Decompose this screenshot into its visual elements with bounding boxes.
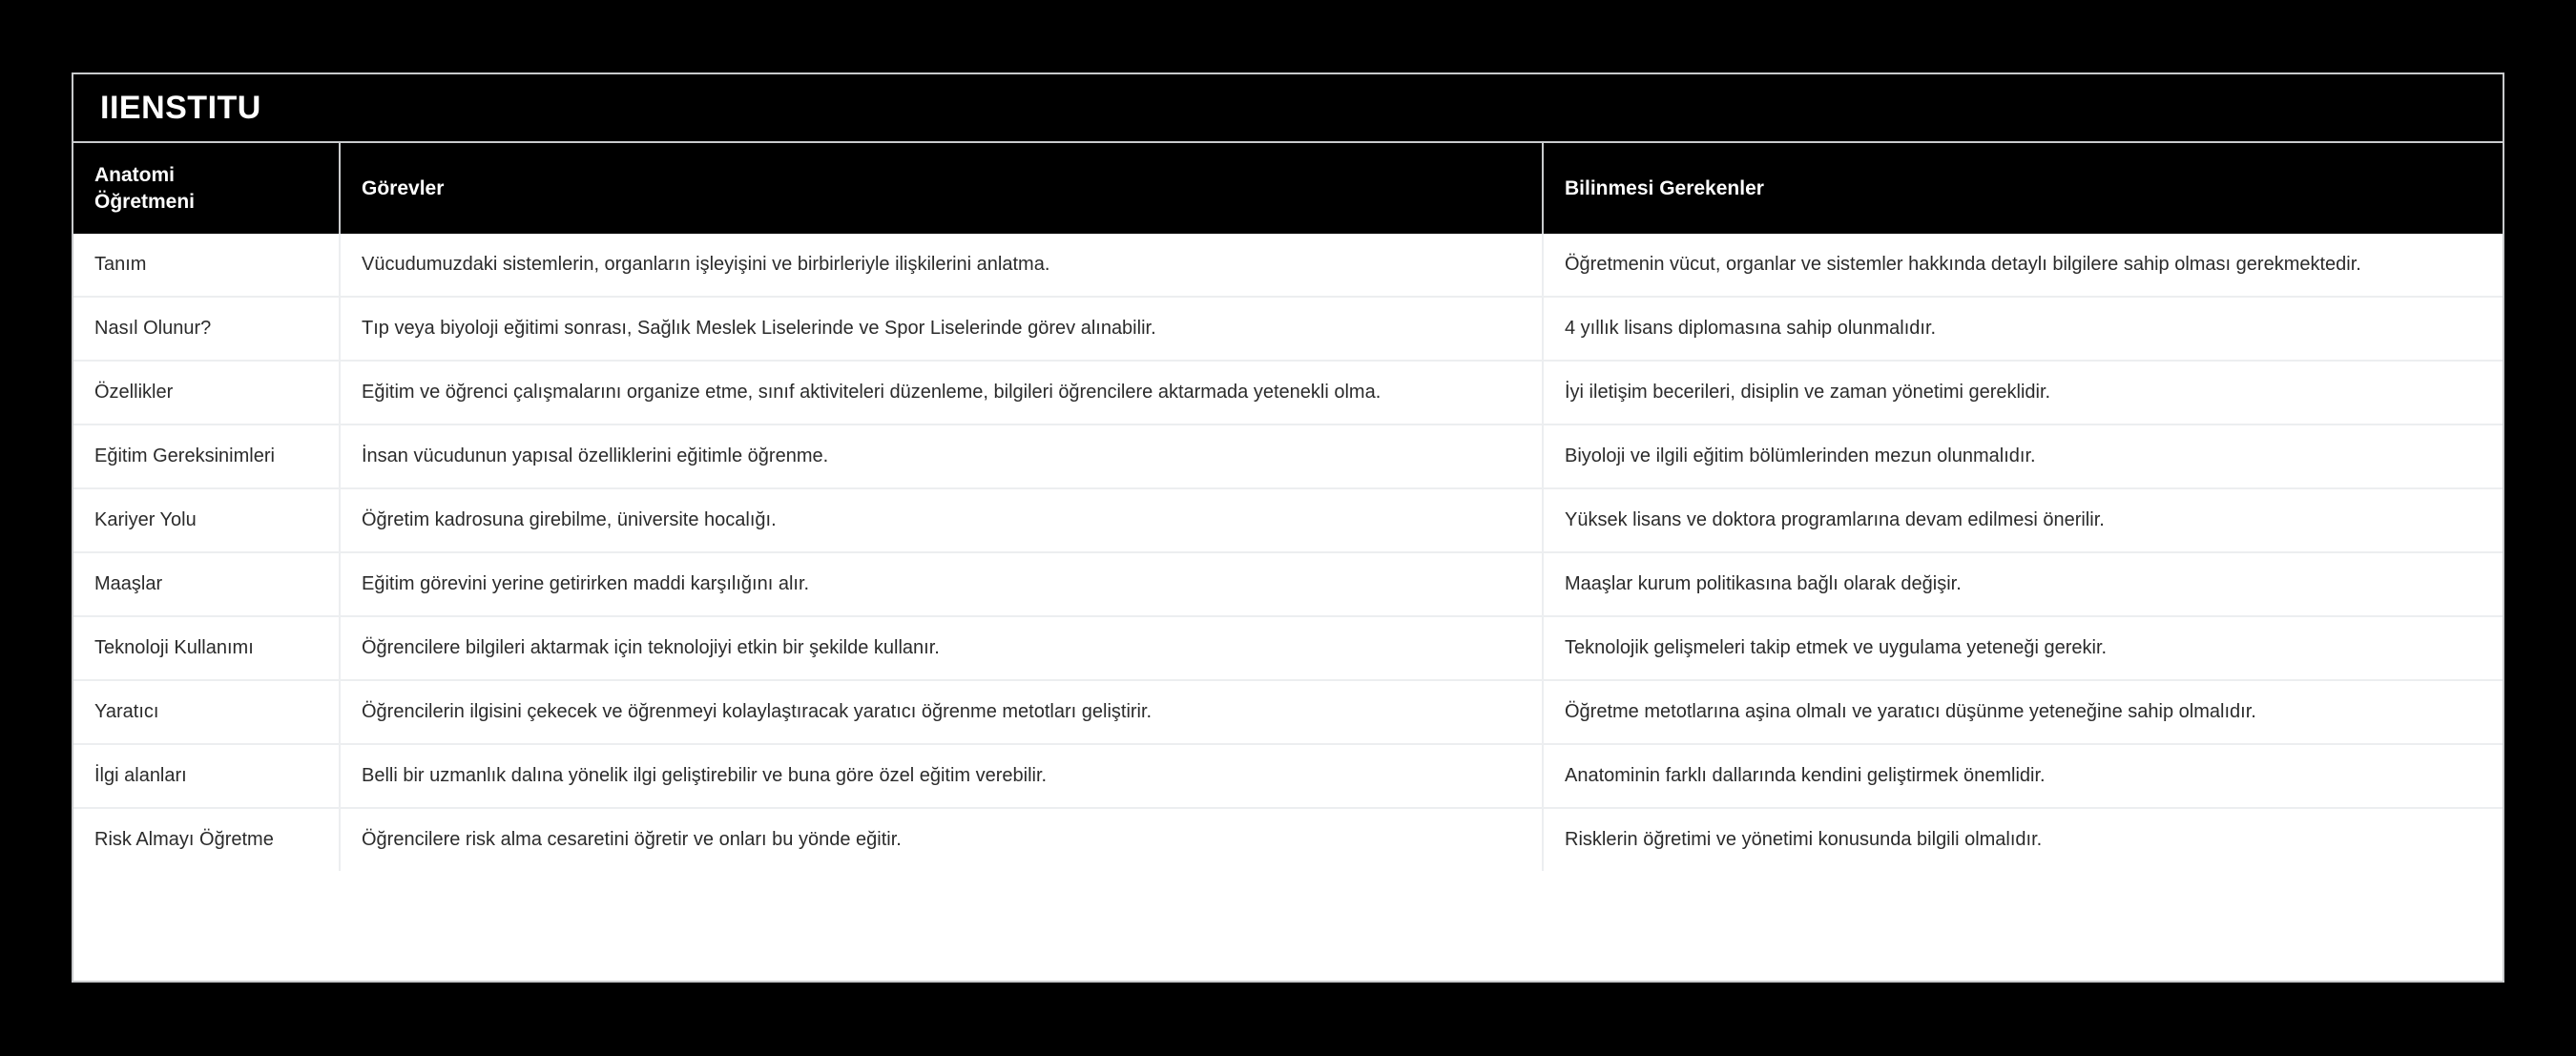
table-row (73, 297, 2503, 361)
row-requirement-cell: Risklerin öğretimi ve yönetimi konusunda bilgili olmalıdır. (1565, 829, 2043, 851)
row-label-cell: İlgi alanları (73, 744, 340, 808)
column-header-line: Görevler (362, 176, 445, 199)
brand-header-bar (73, 74, 2503, 143)
table-row (73, 808, 2503, 871)
row-label-cell: Kariyer Yolu (73, 488, 340, 552)
column-header-tasks (340, 143, 1543, 234)
row-task-cell: Öğrencilere risk alma cesaretini öğretir ve onları bu yönde eğitir. (340, 808, 1543, 871)
row-task-cell: Tıp veya biyoloji eğitimi sonrası, Sağlık Meslek Liselerinde ve Spor Liselerinde görev alınabilir. (340, 297, 1543, 361)
table-row (73, 361, 2503, 424)
row-task-cell: İnsan vücudunun yapısal özelliklerini eğitimle öğrenme. (340, 424, 1543, 488)
row-label-cell: Nasıl Olunur? (73, 297, 340, 361)
row-label-cell: Maaşlar (73, 552, 340, 616)
row-label-cell: Risk Almayı Öğretme (73, 808, 340, 871)
table-row (73, 616, 2503, 680)
table-row (73, 744, 2503, 808)
row-task-cell: Belli bir uzmanlık dalına yönelik ilgi geliştirebilir ve buna göre özel eğitim verebilir. (340, 744, 1543, 808)
row-requirement-cell: Biyoloji ve ilgili eğitim bölümlerinden mezun olunmalıdır. (1565, 445, 2036, 467)
brand-title: IIENSTITU (100, 90, 261, 126)
row-task-cell: Öğretim kadrosuna girebilme, üniversite hocalığı. (340, 488, 1543, 552)
row-requirement-cell: Öğretme metotlarına aşina olmalı ve yaratıcı düşünme yeteneğine sahip olmalıdır. (1565, 701, 2256, 723)
table-row (73, 234, 2503, 297)
column-header-line: Bilinmesi Gerekenler (1565, 176, 1764, 199)
column-header-line: Öğretmeni (94, 190, 196, 213)
row-requirement-cell: İyi iletişim becerileri, disiplin ve zaman yönetimi gereklidir. (1565, 382, 2051, 404)
row-requirement-cell: Teknolojik gelişmeleri takip etmek ve uygulama yeteneği gerekir. (1565, 637, 2108, 659)
table-row (73, 680, 2503, 744)
column-header-role (73, 143, 340, 234)
row-task-cell: Eğitim ve öğrenci çalışmalarını organize etme, sınıf aktiviteleri düzenleme, bilgileri öğrencilere aktarmada yetenekli olma. (340, 361, 1543, 424)
row-task-cell: Eğitim görevini yerine getirirken maddi karşılığını alır. (340, 552, 1543, 616)
infographic-table-frame (72, 72, 2504, 983)
table-row (73, 424, 2503, 488)
row-label-cell: Eğitim Gereksinimleri (73, 424, 340, 488)
row-requirement-cell: 4 yıllık lisans diplomasına sahip olunmalıdır. (1565, 318, 1937, 340)
row-requirement-cell: Anatominin farklı dallarında kendini geliştirmek önemlidir. (1565, 765, 2046, 787)
row-label-cell: Özellikler (73, 361, 340, 424)
row-task-cell: Vücudumuzdaki sistemlerin, organların işleyişini ve birbirleriyle ilişkilerini anlatma. (340, 234, 1543, 297)
comparison-table (73, 143, 2503, 871)
row-label-cell: Tanım (73, 234, 340, 297)
table-body (73, 234, 2503, 871)
row-requirement-cell: Öğretmenin vücut, organlar ve sistemler hakkında detaylı bilgilere sahip olması gerekmektedir. (1565, 254, 2361, 276)
column-header-line: Anatomi (94, 164, 175, 186)
table-row (73, 488, 2503, 552)
row-task-cell: Öğrencilerin ilgisini çekecek ve öğrenmeyi kolaylaştıracak yaratıcı öğrenme metotları geliştirir. (340, 680, 1543, 744)
table-head (73, 143, 2503, 234)
row-label-cell: Yaratıcı (73, 680, 340, 744)
row-requirement-cell: Yüksek lisans ve doktora programlarına devam edilmesi önerilir. (1565, 509, 2105, 531)
row-requirement-cell: Maaşlar kurum politikasına bağlı olarak değişir. (1565, 573, 1962, 595)
column-header-requirements (1543, 143, 2503, 234)
row-label-cell: Teknoloji Kullanımı (73, 616, 340, 680)
table-row (73, 552, 2503, 616)
row-task-cell: Öğrencilere bilgileri aktarmak için teknolojiyi etkin bir şekilde kullanır. (340, 616, 1543, 680)
table-header-row (73, 143, 2503, 234)
